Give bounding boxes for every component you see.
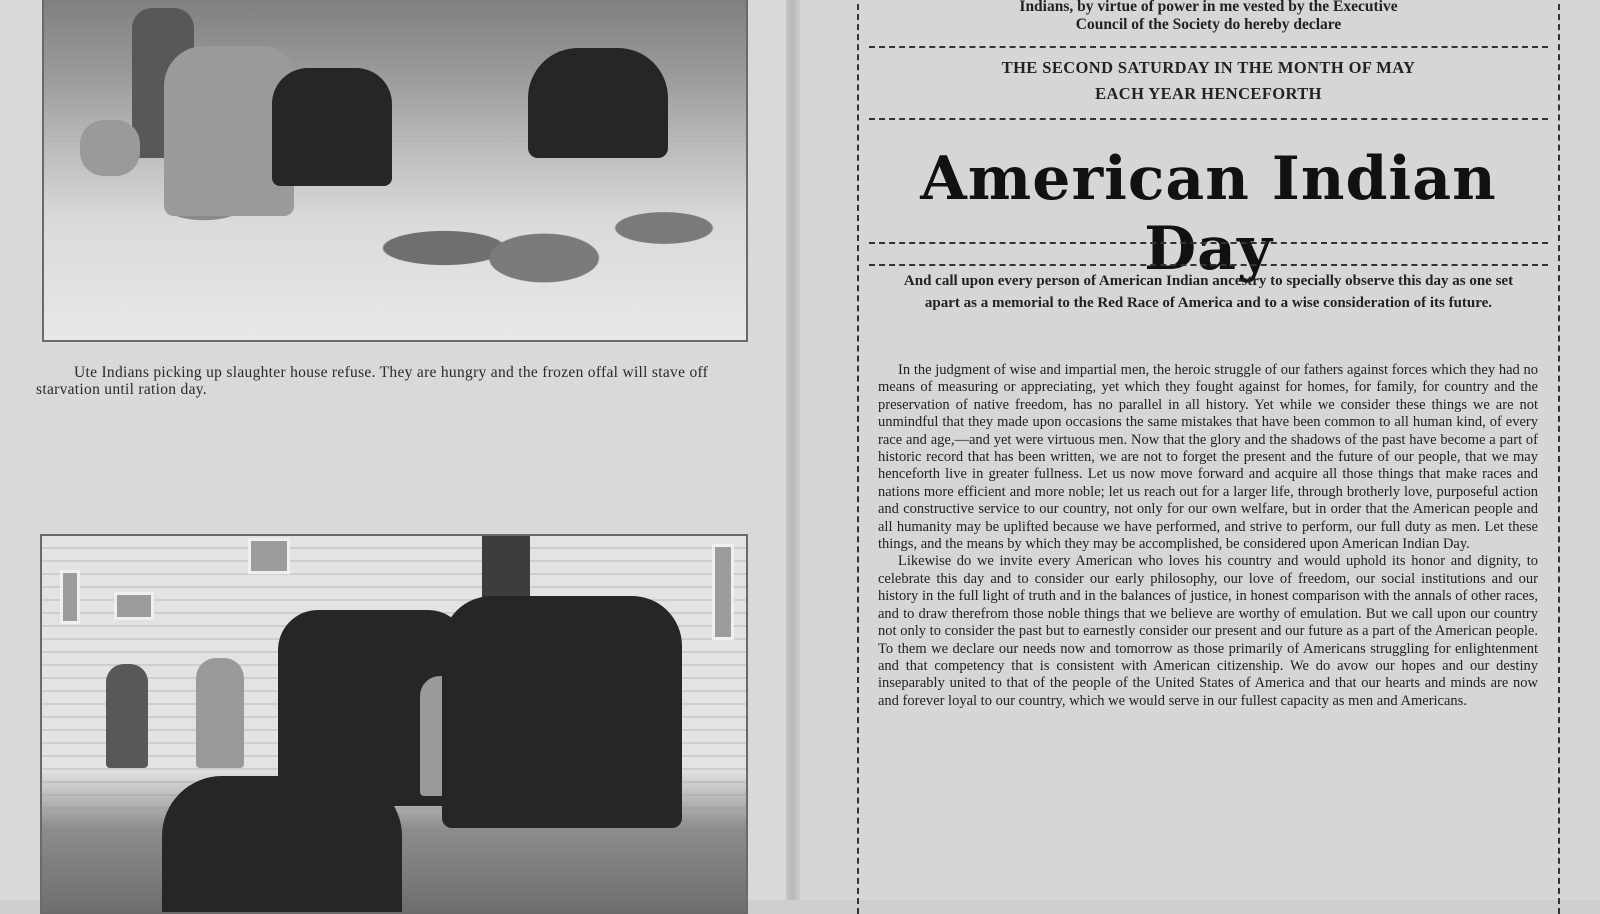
- left-page: [0, 0, 786, 900]
- dashed-rule: [869, 118, 1548, 120]
- proclamation-date: [859, 55, 1558, 107]
- dashed-rule: [869, 242, 1548, 244]
- body-paragraph-2: Likewise do we invite every American who loves his country and would uphold its honor and dignity, to celebrate this day and to consider our early philosophy, our love of freedom, our social institutions and our history in the full light of truth and in the balances of justice, in honest comparison with the annals of other races, and to draw therefrom those noble things that we believe are worthy of emulation. But we call upon our country not only to consider the past but to earnestly consider our present and our future as a part of the American people. To them we declare our needs now and tomorrow as those primarily of Americans struggling for enlightenment and that competency that is consistent with American citizenship. We do avow our hopes and our destiny inseparably united to that of the people of the United States of America and that our hearts and minds are now and forever loyal to our country, which we would serve in our fullest capacity as men and Americans.: [878, 553, 1538, 709]
- proclamation-body: [878, 362, 1538, 710]
- preamble-line-1: Indians, by virtue of power in me vested by the Executive: [1019, 0, 1398, 15]
- preamble-line-2: Council of the Society do hereby declare: [1075, 16, 1342, 33]
- dashed-rule: [869, 46, 1548, 48]
- proclamation-box: [857, 0, 1560, 914]
- photo-caption: Ute Indians picking up slaughter house refuse. They are hungry and the frozen offal will stave off starvation until ration day.: [36, 364, 709, 398]
- proclamation-preamble: [859, 0, 1558, 34]
- photo-indians-at-door: [40, 534, 748, 914]
- book-gutter: [786, 0, 800, 900]
- proclamation-title: American Indian Day: [920, 144, 1497, 284]
- dashed-rule: [869, 264, 1548, 266]
- proclamation-call: And call upon every person of American Indian ancestry to specially observe this day as one set apart as a memorial to the Red Race of America and to a wise consideration of its future.: [903, 273, 1514, 311]
- date-line-2: EACH YEAR HENCEFORTH: [1095, 84, 1322, 103]
- date-line-1: THE SECOND SATURDAY IN THE MONTH OF MAY: [1001, 58, 1416, 77]
- photo-ute-indians-snow: [42, 0, 748, 342]
- body-paragraph-1: In the judgment of wise and impartial men, the heroic struggle of our fathers against forces which they had no means of measuring or appreciating, yet which they fought against for homes, for family, for country and the preservation of native freedom, has no parallel in all history. Yet while we consider these things we are not unmindful that they made upon occasions the same mistakes that have been common to all human kind, of every race and age,—and yet were virtuous men. Now that the glory and the shadows of the past have become a part of historic record that has been written, we are not to forget the present and the future of our people, that we may henceforth live in greater fullness. Let us now move forward and acquire all those things that make races and nations more efficient and more noble; let us reach out for a larger life, through brotherly love, purposeful action and constructive service to our country, not only for our own welfare, but in order that the American people and all humanity may be uplifted because we have performed, and strive to perform, our full duty as men. Let these things, and the means by which they may be accomplished, be considered upon American Indian Day.: [878, 362, 1538, 553]
